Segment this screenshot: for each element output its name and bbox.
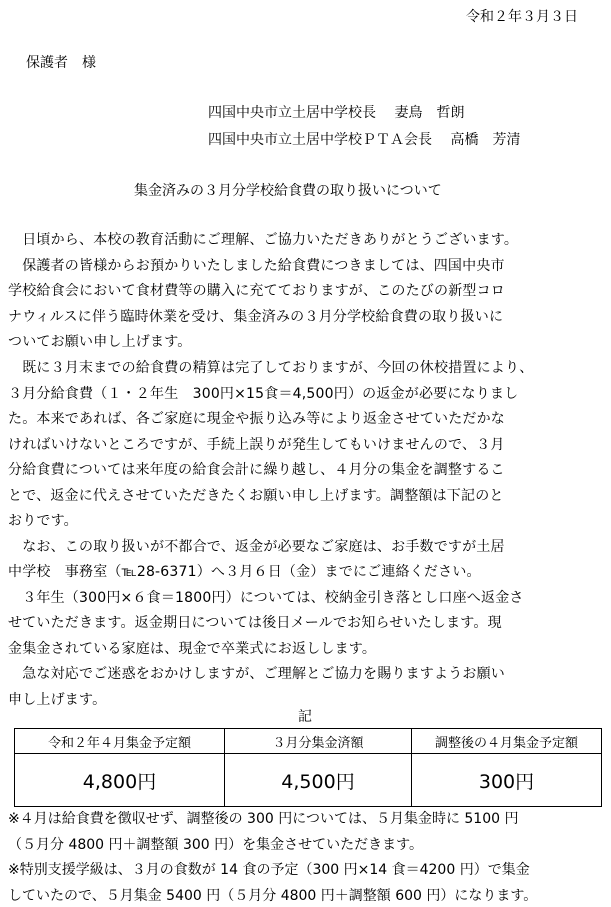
body-line: 日頃から、本校の教育活動にご理解、ご協力いただきありがとうございます。 [8,232,519,248]
table-cell: 4,500円 [225,754,412,807]
body-line: ければいけないところですが、手続上誤りが発生してもいけませんので、３月 [8,437,505,453]
table-header-cell: ３月分集金済額 [225,729,412,754]
body-line: 学校給食会において食材費等の購入に充てておりますが、このたびの新型コロ [8,283,505,299]
body-line: 保護者の皆様からお預かりいたしました給食費につきましては、四国中央市 [8,258,505,274]
document-title: 集金済みの３月分学校給食費の取り扱いについて [134,183,442,199]
body-line: おりです。 [8,513,78,529]
table-cell: 300円 [412,754,602,807]
body-line: 分給食費については来年度の給食会計に繰り越し、４月分の集金を調整するこ [8,462,505,478]
sender-principal: 四国中央市立土居中学校長 妻鳥 哲朗 [208,105,465,121]
note-line: していたので、５月集金 5400 円（５月分 4800 円＋調整額 600 円）になります。 [8,888,538,904]
table-row [15,754,602,807]
note-line: ※４月は給食費を徴収せず、調整後の 300 円については、５月集金時に 5100 円 [8,811,519,827]
adjustment-table [14,728,602,807]
sender-pta: 四国中央市立土居中学校ＰＴＡ会長 高橋 芳清 [208,132,521,148]
note-line: ※特別支援学級は、３月の食数が 14 食の予定（300 円×14 食＝4200 円）で集金 [8,862,530,878]
body-line: なお、この取り扱いが不都合で、返金が必要なご家庭は、お手数ですが土居 [8,539,505,555]
body-line: 急な対応でご迷惑をおかけしますが、ご理解とご協力を賜りますようお願い [8,666,505,682]
note-line: （５月分 4800 円＋調整額 300 円）を集金させていただきます。 [8,837,424,853]
body-line: 金集金されている家庭は、現金で卒業式にお返しします。 [8,641,377,657]
body-line: 中学校 事務室（℡28-6371）へ３月６日（金）までにご連絡ください。 [8,564,481,580]
body-line: た。本来であれば、各ご家庭に現金や振り込み等により返金させていただかな [8,411,505,427]
table-cell: 4,800円 [15,754,225,807]
body-line: とで、返金に代えさせていただきたくお願い申し上げます。調整額は下記のと [8,488,504,504]
table-header-cell: 調整後の４月集金予定額 [412,729,602,754]
recipient-line: 保護者 様 [26,55,96,71]
body-line: ついてお願い申し上げます。 [8,334,192,350]
body-line: ナウィルスに伴う臨時休業を受け、集金済みの３月分学校給食費の取り扱いに [8,309,504,325]
body-line: せていただきます。返金期日については後日メールでお知らせいたします。現 [8,615,502,631]
ki-label: 記 [298,709,312,725]
body-line: 既に３月末までの給食費の精算は完了しておりますが、今回の休校措置により、 [8,360,534,376]
body-line: 申し上げます。 [8,692,107,708]
table-header-cell: 令和２年４月集金予定額 [15,729,225,754]
body-line: ３月分給食費（１・２年生 300円×15食＝4,500円）の返金が必要になりまし [8,386,519,402]
table-header-row [15,729,602,754]
document-date: 令和２年３月３日 [466,9,578,25]
body-line: ３年生（300円×６食＝1800円）については、校納金引き落とし口座へ返金さ [8,590,524,606]
